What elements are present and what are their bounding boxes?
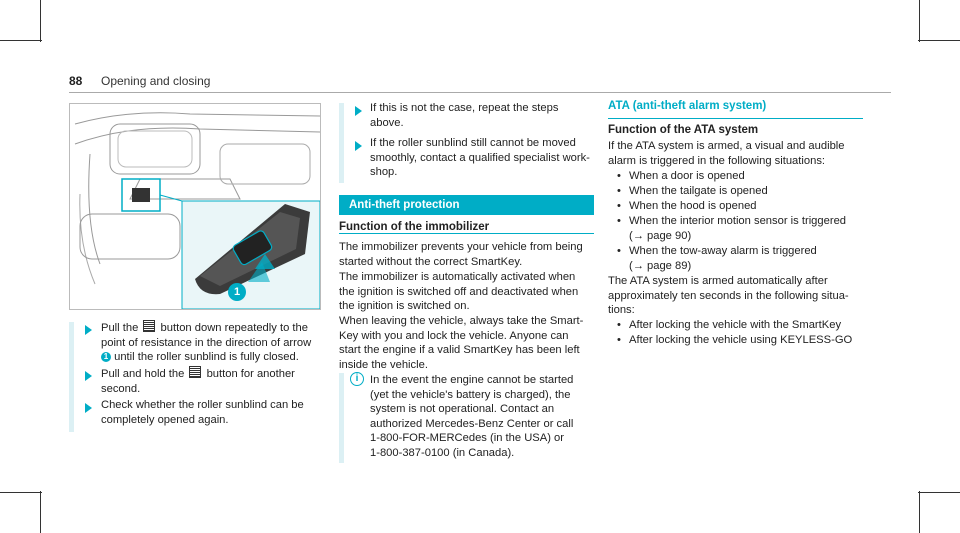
ata-p2-line: The ATA system is armed automatically after [608,275,828,287]
mid-step-1-line1: If this is not the case, repeat the steps [370,102,559,114]
note-line: In the event the engine cannot be started [370,374,574,386]
step-1-text [101,320,331,365]
ata-heading: ATA (anti-theft alarm system) [608,100,767,112]
ata-bullet [629,184,768,199]
step-bar [69,322,74,432]
step-1-line2: point of resistance in the direction of arrow [101,336,312,349]
crop-mark [0,40,42,41]
immobilizer-note [370,373,600,461]
crop-mark [919,491,920,533]
ata-bullet [629,244,817,273]
ata-bullet-text: • When a door is opened [629,170,745,182]
step-arrow-icon [355,141,362,151]
step-3-text [101,398,331,427]
ata-bullet [629,199,757,214]
ata-bullet-text: • When the tow-away alarm is triggered [629,245,817,257]
step-arrow-icon [355,106,362,116]
ata-p2 [608,274,878,318]
mid-step-2-line1: If the roller sunblind still cannot be moved [370,137,576,149]
immobilizer-p3-line: When leaving the vehicle, always take the Smart- [339,315,584,327]
immobilizer-p1 [339,240,599,269]
page-ref-link[interactable]: (→ page 89) [629,259,692,272]
step-bar [339,103,344,183]
sunblind-figure [69,103,321,310]
step-1-line3: until the roller sunblind is fully closed. [114,351,299,364]
note-line: authorized Mercedes-Benz Center or call [370,417,574,430]
ata-bullet-text: • After locking the vehicle using KEYLESS-GO [629,334,853,346]
callout-1-icon: 1 [101,352,111,362]
step-2-post: button for another [206,368,295,380]
step-2-text [101,366,331,396]
info-icon: i [350,372,364,386]
crop-mark [40,491,41,533]
page-ref-link[interactable]: (→ page 90) [629,229,692,242]
crop-mark [40,0,41,42]
note-line: system is not operational. Contact an [370,403,555,416]
ata-bullet [629,214,846,243]
ata-p2-line: approximately ten seconds in the following situa- [608,289,849,302]
crop-mark [918,40,960,41]
ata-bullet-text: • When the tailgate is opened [629,185,768,197]
ata-bullet [629,333,852,348]
figure-callout-1: 1 [228,283,246,301]
header-rule [69,92,891,93]
ata-heading-rule [608,118,863,119]
note-line: 1-800-FOR-MERCedes (in the USA) or [370,432,564,445]
sunblind-button-icon [189,366,201,378]
mid-step-1-text [370,101,600,130]
immobilizer-p3 [339,314,599,372]
ata-bullet [629,318,841,333]
step-arrow-icon [85,403,92,413]
ata-intro-line: alarm is triggered in the following situations: [608,154,826,167]
step-arrow-icon [85,371,92,381]
note-line: 1-800-387-0100 (in Canada). [370,446,515,459]
immobilizer-p3-line: start the engine if a valid SmartKey has been left [339,344,580,357]
note-line: (yet the vehicle's battery is charged), the [370,388,571,401]
step-1-pre: Pull the [101,322,139,334]
ata-bullet-text: • When the interior motion sensor is triggered [629,215,847,227]
immobilizer-p2-line: the ignition is switched off and deactivated when [339,285,579,298]
section-title-anti-theft: Anti-theft protection [339,195,594,215]
immobilizer-heading-rule [339,233,594,234]
step-1-post: button down repeatedly to the [160,322,308,334]
mid-step-2-line2: smoothly, contact a qualified specialist work- [370,151,590,164]
ata-intro-line: If the ATA system is armed, a visual and audible [608,140,845,152]
immobilizer-p2-line: the ignition is switched on. [339,300,470,313]
ata-p2-line: tions: [608,304,635,317]
step-arrow-icon [85,325,92,335]
ata-bullet [629,169,745,184]
immobilizer-p1-line: The immobilizer prevents your vehicle from being [339,241,583,253]
crop-mark [918,492,960,493]
step-2-pre: Pull and hold the [101,368,185,380]
immobilizer-p3-line: Key with you and lock the vehicle. Anyone can [339,329,569,342]
sunblind-button-icon [143,320,155,332]
mid-step-1-line2: above. [370,116,404,129]
ata-bullet-text: • When the hood is opened [629,200,757,212]
immobilizer-p3-line: inside the vehicle. [339,358,428,371]
overhead-console-illustration [70,104,320,309]
ata-intro [608,139,878,168]
step-3-line1: Check whether the roller sunblind can be [101,399,304,411]
immobilizer-p1-line: started without the correct SmartKey. [339,255,523,268]
mid-step-2-text [370,136,600,180]
crop-mark [919,0,920,42]
immobilizer-heading: Function of the immobilizer [339,221,490,233]
mid-step-2-line3: shop. [370,166,398,179]
immobilizer-p2 [339,270,599,314]
page-number: 88 [69,74,83,88]
note-bar [339,373,344,463]
immobilizer-p2-line: The immobilizer is automatically activated when [339,271,576,283]
step-3-line2: completely opened again. [101,413,229,426]
step-2-line2: second. [101,382,141,395]
ata-function-heading: Function of the ATA system [608,124,759,136]
crop-mark [0,492,42,493]
ata-bullet-text: • After locking the vehicle with the SmartKey [629,319,842,331]
page-section-title: Opening and closing [101,74,211,88]
